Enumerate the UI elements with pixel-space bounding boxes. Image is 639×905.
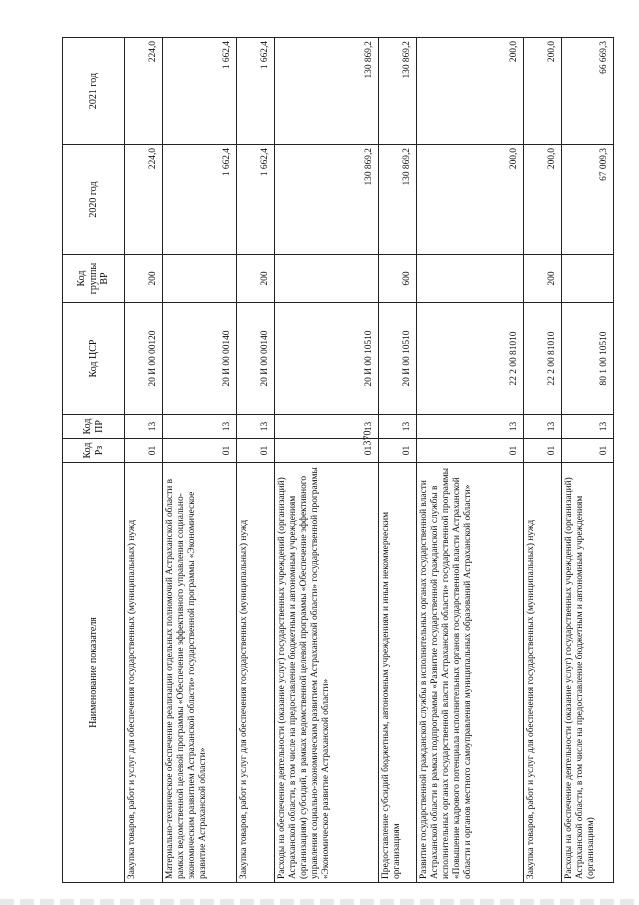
cell-2020: 67 009,3 <box>562 145 614 255</box>
cell-2021: 200,0 <box>524 38 562 145</box>
cell-vr: 600 <box>379 255 417 303</box>
cell-rz: 01 <box>163 439 237 463</box>
cell-pr: 13 <box>562 415 614 439</box>
cell-pr: 13 <box>125 415 163 439</box>
cell-rz: 01 <box>125 439 163 463</box>
header-pr: Код ПР <box>63 415 125 439</box>
budget-table-rotated <box>62 38 609 883</box>
cell-pr: 13 <box>379 415 417 439</box>
cell-2020: 200,0 <box>524 145 562 255</box>
header-csr: Код ЦСР <box>63 303 125 415</box>
cell-csr: 22 2 00 81010 <box>417 303 524 415</box>
cell-csr: 80 1 00 10510 <box>562 303 614 415</box>
table-row <box>163 38 237 883</box>
header-row <box>63 38 125 883</box>
cell-vr <box>275 255 379 303</box>
header-rz: Код Рз <box>63 439 125 463</box>
cell-2021: 224,0 <box>125 38 163 145</box>
header-2021: 2021 год <box>63 38 125 145</box>
cell-2020: 130 869,2 <box>275 145 379 255</box>
cell-2020: 200,0 <box>417 145 524 255</box>
cell-vr <box>163 255 237 303</box>
cell-2021: 1 662,4 <box>163 38 237 145</box>
header-vr: Код группы ВР <box>63 255 125 303</box>
cell-name: Закупка товаров, работ и услуг для обеспечения государственных (муниципальных) нужд <box>237 463 275 883</box>
cell-2021: 200,0 <box>417 38 524 145</box>
scan-edge-strip <box>0 899 639 905</box>
cell-rz: 01 <box>562 439 614 463</box>
table-row <box>379 38 417 883</box>
cell-name: Предоставление субсидий бюджетным, автономным учреждениям и иным некоммерческим организациям <box>379 463 417 883</box>
cell-pr: 13 <box>237 415 275 439</box>
header-name: Наименование показателя <box>63 463 125 883</box>
cell-2021: 1 662,4 <box>237 38 275 145</box>
cell-pr: 13 <box>275 415 379 439</box>
cell-csr: 20 И 00 10510 <box>275 303 379 415</box>
cell-rz: 01 <box>275 439 379 463</box>
cell-name: Материально-техническое обеспечение реализации отдельных полномочий Астраханской области в рамках ведомственной целевой программы «Обеспечение эффективного управления социально-экономическим развитием Астраханской области» государственной программы «Экономическое развитие Астраханской области» <box>163 463 237 883</box>
cell-csr: 22 2 00 81010 <box>524 303 562 415</box>
cell-2020: 224,0 <box>125 145 163 255</box>
cell-rz: 01 <box>237 439 275 463</box>
cell-name: Расходы на обеспечение деятельности (оказание услуг) государственных учреждений (организаций) Астраханской области, в том числе на предоставление бюджетным и автономным учреждениям (организациям) субсидий, в рамках ведомственной целевой программы «Обеспечение эффективного управления социально-экономическим развитием Астраханской области» государственной программы «Экономическое развитие Астраханской области» <box>275 463 379 883</box>
table-row <box>125 38 163 883</box>
table-row <box>275 38 379 883</box>
cell-csr: 20 И 00 00140 <box>237 303 275 415</box>
cell-rz: 01 <box>417 439 524 463</box>
cell-vr <box>562 255 614 303</box>
table-body <box>125 38 614 883</box>
cell-2020: 130 869,2 <box>379 145 417 255</box>
cell-pr: 13 <box>524 415 562 439</box>
budget-table <box>62 37 614 883</box>
table-row <box>237 38 275 883</box>
cell-2021: 130 869,2 <box>379 38 417 145</box>
table-row <box>562 38 614 883</box>
cell-2021: 66 669,3 <box>562 38 614 145</box>
cell-vr: 200 <box>237 255 275 303</box>
cell-2020: 1 662,4 <box>237 145 275 255</box>
cell-vr <box>417 255 524 303</box>
cell-2021: 130 869,2 <box>275 38 379 145</box>
cell-pr: 13 <box>417 415 524 439</box>
cell-name: Расходы на обеспечение деятельности (оказание услуг) государственных учреждений (организаций) Астраханской области, в том числе на предоставление бюджетным и автономным учреждениям (организациям) <box>562 463 614 883</box>
table-row <box>524 38 562 883</box>
cell-rz: 01 <box>524 439 562 463</box>
cell-name: Закупка товаров, работ и услуг для обеспечения государственных (муниципальных) нужд <box>125 463 163 883</box>
cell-rz: 01 <box>379 439 417 463</box>
header-2020: 2020 год <box>63 145 125 255</box>
cell-2020: 1 662,4 <box>163 145 237 255</box>
cell-name: Развитие государственной гражданской службы в исполнительных органах государственной власти Астраханской области в рамках подпрограммы «Развитие государственной гражданской службы в исполнительных органах государственной власти Астраханской области» государственной программы «Повышение кадрового потенциала исполнительных органов государственной власти Астраханской области и органов местного самоуправления муниципальных образований Астраханской области» <box>417 463 524 883</box>
cell-csr: 20 И 00 10510 <box>379 303 417 415</box>
cell-vr: 200 <box>524 255 562 303</box>
cell-vr: 200 <box>125 255 163 303</box>
cell-csr: 20 И 00 00140 <box>163 303 237 415</box>
table-row <box>417 38 524 883</box>
cell-pr: 13 <box>163 415 237 439</box>
cell-name: Закупка товаров, работ и услуг для обеспечения государственных (муниципальных) нужд <box>524 463 562 883</box>
cell-csr: 20 И 00 00120 <box>125 303 163 415</box>
page-number: 370 <box>362 430 374 446</box>
